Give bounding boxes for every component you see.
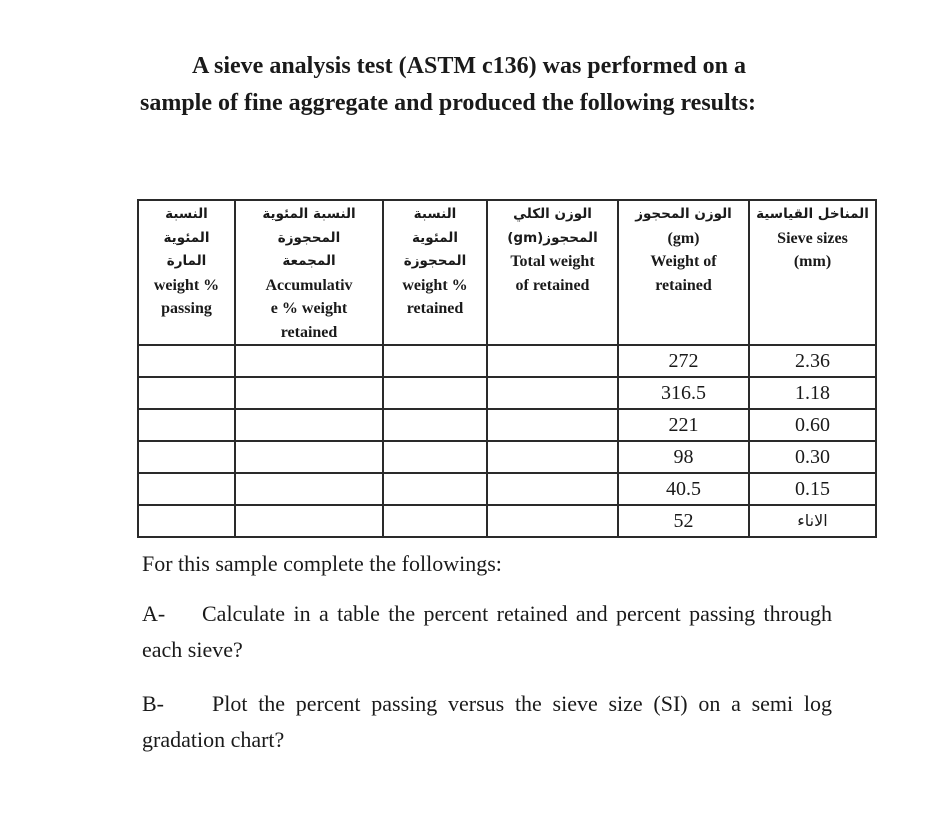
instructions-intro: For this sample complete the followings:: [142, 551, 502, 576]
question-a-text: Calculate in a table the percent retained and percent passing through each sieve?: [142, 601, 832, 662]
cell-accumulative-retained: [235, 473, 383, 505]
problem-title: [140, 48, 840, 122]
cell-sieve-size-pan: الاناء: [749, 505, 876, 537]
header-weight-retained: الوزن المحجوز (gm) Weight of retained: [618, 200, 749, 345]
header-percent-passing: النسبة المئوية المارة weight % passing: [138, 200, 235, 345]
cell-accumulative-retained: [235, 345, 383, 377]
table-row: [138, 441, 876, 473]
cell-total-weight-retained: [487, 441, 618, 473]
question-b-text: Plot the percent passing versus the sieve size (SI) on a semi log gradation chart?: [142, 691, 832, 752]
cell-total-weight-retained: [487, 345, 618, 377]
cell-percent-retained: [383, 441, 487, 473]
cell-percent-passing: [138, 441, 235, 473]
table-row: [138, 473, 876, 505]
cell-sieve-size: 0.15: [749, 473, 876, 505]
cell-weight-retained: 98: [618, 441, 749, 473]
instructions: [142, 546, 832, 758]
sieve-analysis-table: [137, 199, 877, 538]
cell-sieve-size: 0.30: [749, 441, 876, 473]
cell-total-weight-retained: [487, 473, 618, 505]
cell-total-weight-retained: [487, 377, 618, 409]
question-a: [142, 596, 832, 668]
title-line-2: sample of fine aggregate and produced the following results:: [140, 90, 756, 116]
cell-accumulative-retained: [235, 377, 383, 409]
cell-weight-retained: 316.5: [618, 377, 749, 409]
table-row: [138, 345, 876, 377]
header-accumulative-retained: النسبة المئوية المحجوزة المجمعة Accumulativ e % weight retained: [235, 200, 383, 345]
cell-percent-retained: [383, 377, 487, 409]
cell-percent-passing: [138, 473, 235, 505]
cell-weight-retained: 272: [618, 345, 749, 377]
cell-weight-retained: 40.5: [618, 473, 749, 505]
cell-percent-retained: [383, 473, 487, 505]
header-percent-retained: النسبة المئوية المحجوزة weight % retained: [383, 200, 487, 345]
header-sieve-sizes: المناخل القياسية Sieve sizes (mm): [749, 200, 876, 345]
cell-percent-retained: [383, 345, 487, 377]
cell-percent-retained: [383, 505, 487, 537]
cell-weight-retained: 221: [618, 409, 749, 441]
table-row: [138, 409, 876, 441]
cell-accumulative-retained: [235, 505, 383, 537]
cell-percent-passing: [138, 409, 235, 441]
cell-total-weight-retained: [487, 505, 618, 537]
cell-sieve-size: 0.60: [749, 409, 876, 441]
cell-sieve-size: 2.36: [749, 345, 876, 377]
cell-percent-retained: [383, 409, 487, 441]
cell-sieve-size: 1.18: [749, 377, 876, 409]
title-line-1: A sieve analysis test (ASTM c136) was performed on a: [192, 53, 746, 79]
cell-total-weight-retained: [487, 409, 618, 441]
cell-percent-passing: [138, 377, 235, 409]
header-total-weight-retained: الوزن الكلي المحجوز(gm) Total weight of retained: [487, 200, 618, 345]
cell-weight-retained: 52: [618, 505, 749, 537]
cell-accumulative-retained: [235, 441, 383, 473]
cell-percent-passing: [138, 505, 235, 537]
table-row: [138, 505, 876, 537]
cell-accumulative-retained: [235, 409, 383, 441]
cell-percent-passing: [138, 345, 235, 377]
question-b: [142, 686, 832, 758]
table-row: [138, 377, 876, 409]
question-b-label: B-: [142, 691, 164, 716]
table-header-row: [138, 200, 876, 345]
question-a-label: A-: [142, 601, 166, 626]
